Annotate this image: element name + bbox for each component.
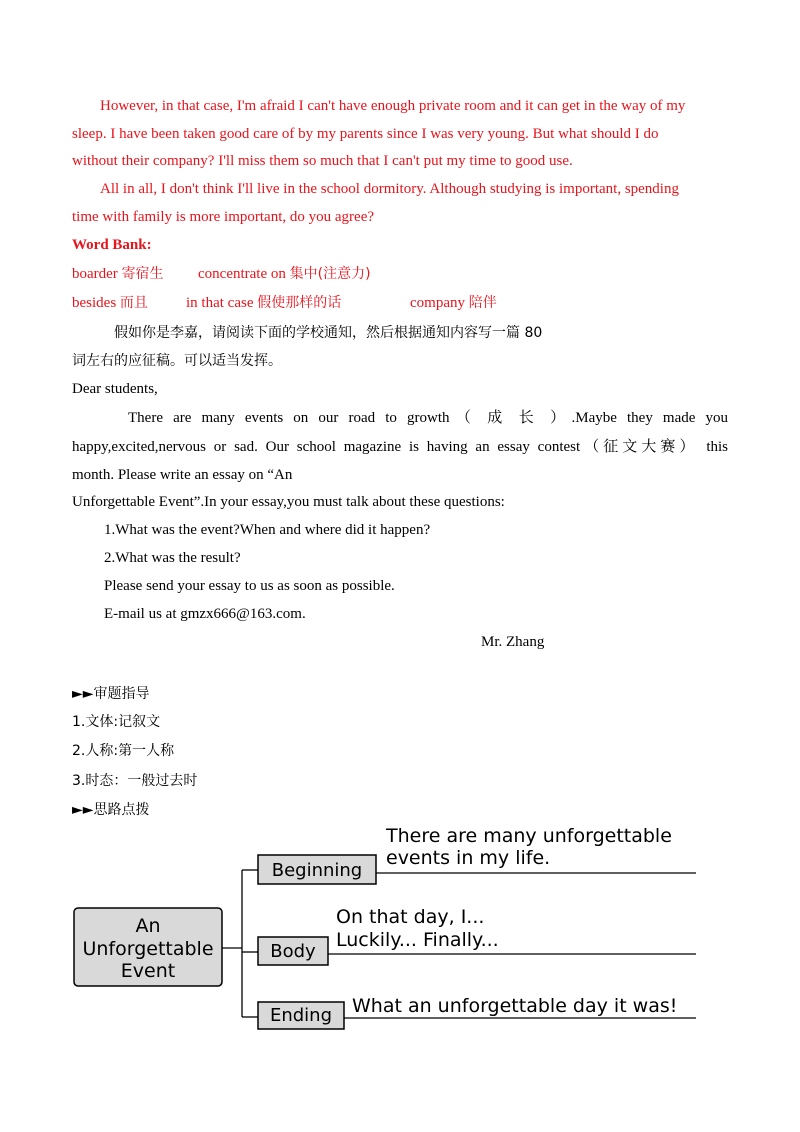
essay-line: However, in that case, I'm afraid I can't have enough private room and it can get in the way of my (100, 98, 686, 114)
beginning-label: Beginning (271, 860, 363, 881)
body-text: Luckily... Finally... (336, 929, 499, 951)
signature: Mr. Zhang (481, 634, 545, 650)
word-bank-en: besides (72, 295, 117, 311)
task-instruction: 词左右的应征稿。可以适当发挥。 (72, 353, 282, 369)
essay-line: time with family is more important, do you agree? (72, 209, 375, 225)
essay-line: All in all, I don't think I'll live in the school dormitory. Although studying is important, spending (100, 181, 679, 197)
word-bank-zh: 陪伴 (468, 295, 497, 311)
word-bank-zh: 假使那样的话 (257, 295, 342, 311)
notice-line: happy,excited,nervous or sad. Our school magazine is having an essay contest（征文大赛） this (72, 439, 728, 455)
question-item: 1.What was the event?When and where did it happen? (104, 522, 431, 538)
guide-heading: ►►审题指导 (72, 686, 150, 702)
ending-text: What an unforgettable day it was! (352, 995, 678, 1017)
email-line: E-mail us at gmzx666@163.com. (104, 606, 306, 622)
ending-label: Ending (269, 1005, 333, 1026)
word-bank-zh: 寄宿生 (121, 266, 164, 282)
beginning-text: There are many unforgettable (386, 825, 672, 847)
essay-line: sleep. I have been taken good care of by my parents since I was very young. But what should I do (72, 126, 659, 142)
word-bank-en: boarder (72, 266, 118, 282)
guide-item: 2.人称:第一人称 (72, 743, 175, 759)
word-bank-en: company (410, 295, 465, 311)
center-node-text: Event (120, 960, 176, 982)
word-bank-entry (186, 293, 341, 313)
essay-line: without their company? I'll miss them so much that I can't put my time to good use. (72, 153, 573, 169)
mind-map-diagram (70, 820, 710, 1040)
center-node-text: Unforgettable (82, 938, 214, 960)
word-bank-en: in that case (186, 295, 254, 311)
word-bank-en: concentrate on (198, 266, 286, 282)
salutation: Dear students, (72, 381, 158, 397)
beginning-text: events in my life. (386, 847, 551, 869)
guide-item: 1.文体:记叙文 (72, 714, 161, 730)
guide-heading-2: ►►思路点拨 (72, 802, 150, 818)
word-bank-zh: 而且 (119, 295, 148, 311)
word-bank-entry (72, 264, 164, 284)
word-bank-zh: 集中(注意力) (289, 266, 371, 282)
word-bank-entry (72, 293, 148, 313)
word-bank-entry (410, 293, 497, 313)
body-text: On that day, I... (336, 906, 485, 928)
question-item: 2.What was the result? (104, 550, 241, 566)
word-bank-title: Word Bank: (72, 237, 152, 253)
body-label: Body (270, 941, 316, 962)
notice-line: Unforgettable Event”.In your essay,you must talk about these questions: (72, 494, 505, 510)
word-bank-entry (198, 264, 371, 284)
notice-line: Please send your essay to us as soon as possible. (104, 578, 395, 594)
center-node-text: An (135, 915, 161, 937)
notice-line: month. Please write an essay on “An (72, 467, 293, 483)
task-instruction: 假如你是李嘉，请阅读下面的学校通知，然后根据通知内容写一篇 80 (114, 325, 543, 341)
notice-line: There are many events on our road to growth（ 成 长 ）.Maybe they made you (128, 410, 728, 426)
guide-item: 3.时态：一般过去时 (72, 773, 198, 789)
